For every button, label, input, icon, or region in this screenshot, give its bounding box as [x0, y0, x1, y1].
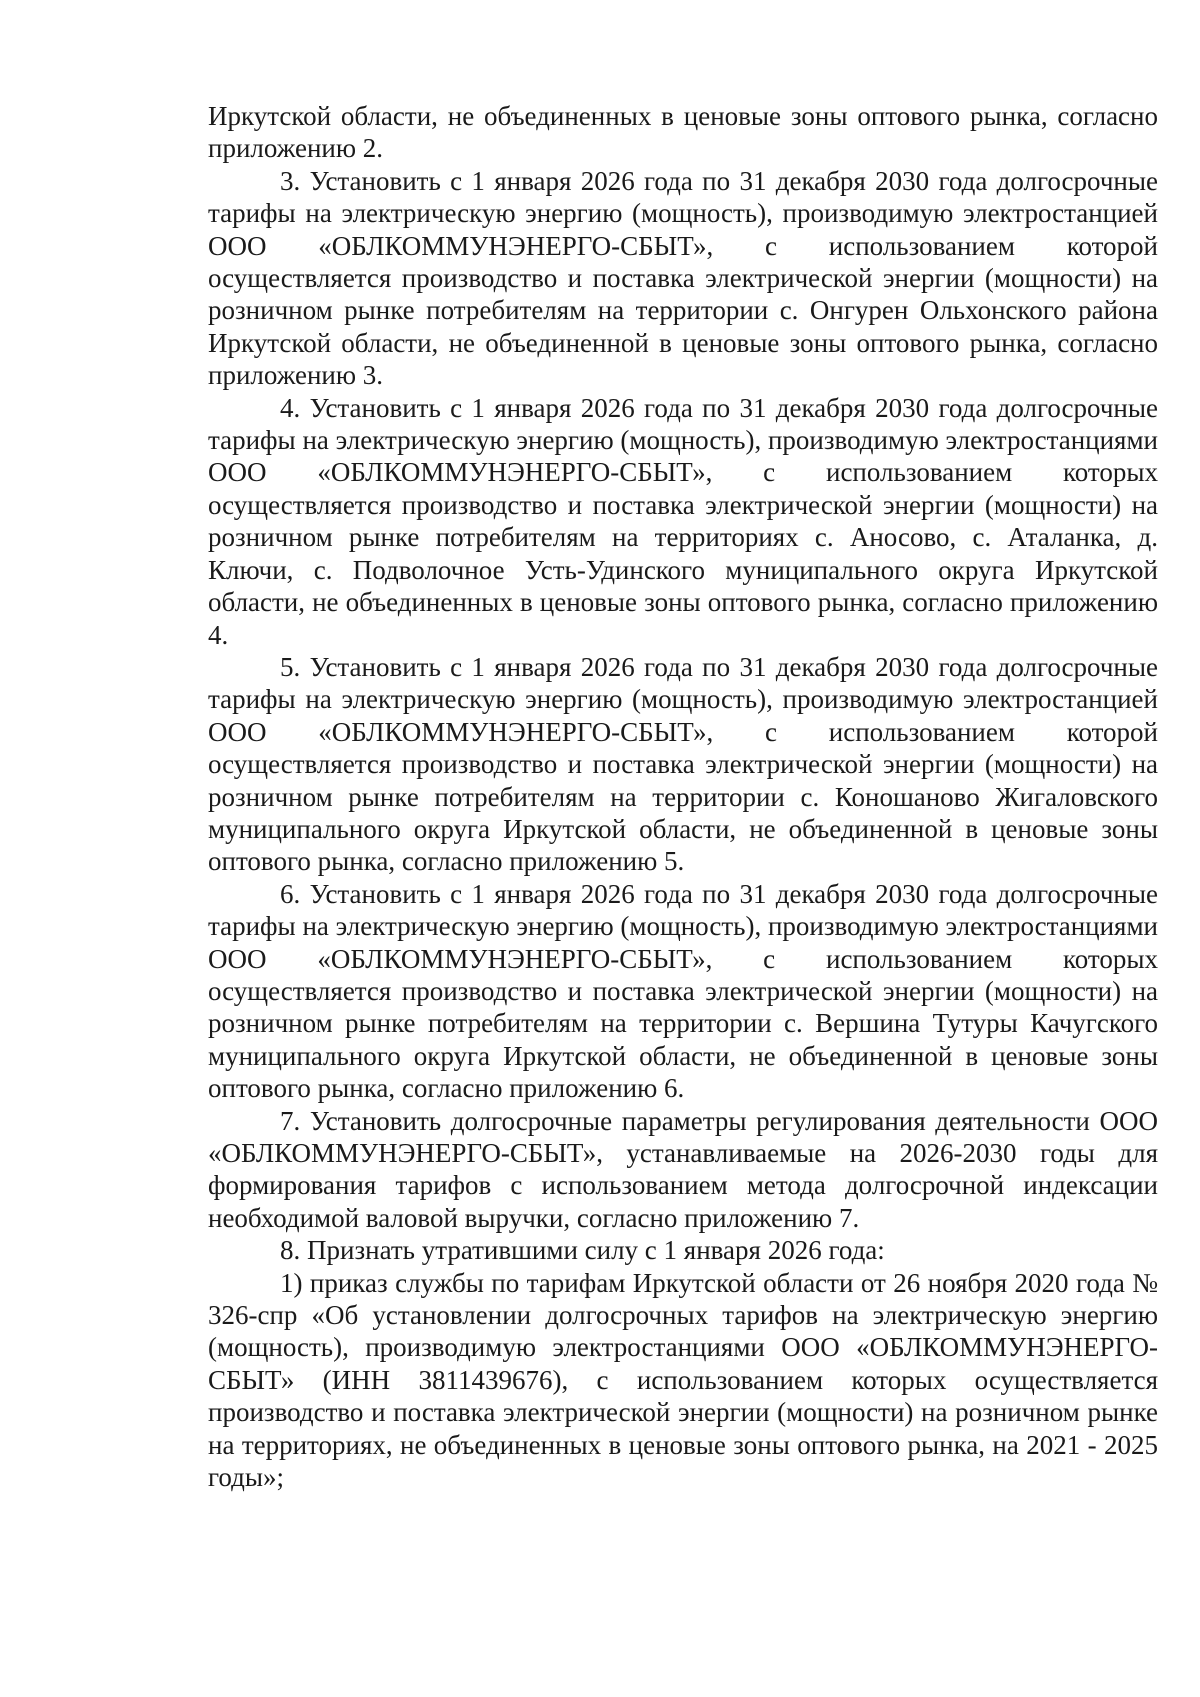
paragraph-subitem-1: 1) приказ службы по тарифам Иркутской области от 26 ноября 2020 года № 326-спр «Об установлении долгосрочных тарифов на электрическую энергию (мощность), производимую электростанциями ООО «ОБЛКОММУНЭНЕРГО-СБЫТ» (ИНН 3811439676), с использованием которых осуществляется производство и поставка электрической энергии (мощности) на розничном рынке на территориях, не объединенных в ценовые зоны оптового рынка, на 2021 - 2025 годы»;: [208, 1267, 1158, 1493]
document-page: [208, 100, 1158, 1493]
paragraph-item-3: 3. Установить с 1 января 2026 года по 31 декабря 2030 года долгосрочные тарифы на электрическую энергию (мощность), производимую электростанцией ООО «ОБЛКОММУНЭНЕРГО-СБЫТ», с использованием которой осуществляется производство и поставка электрической энергии (мощности) на розничном рынке потребителям на территории с. Онгурен Ольхонского района Иркутской области, не объединенной в ценовые зоны оптового рынка, согласно приложению 3.: [208, 165, 1158, 391]
paragraph-item-4: 4. Установить с 1 января 2026 года по 31 декабря 2030 года долгосрочные тарифы на электрическую энергию (мощность), производимую электростанциями ООО «ОБЛКОММУНЭНЕРГО-СБЫТ», с использованием которых осуществляется производство и поставка электрической энергии (мощности) на розничном рынке потребителям на территориях с. Аносово, с. Аталанка, д. Ключи, с. Подволочное Усть-Удинского муниципального округа Иркутской области, не объединенных в ценовые зоны оптового рынка, согласно приложению 4.: [208, 392, 1159, 650]
paragraph-continuation: Иркутской области, не объединенных в ценовые зоны оптового рынка, согласно приложению 2.: [208, 101, 1158, 164]
paragraph-item-6: 6. Установить с 1 января 2026 года по 31 декабря 2030 года долгосрочные тарифы на электрическую энергию (мощность), производимую электростанциями ООО «ОБЛКОММУНЭНЕРГО-СБЫТ», с использованием которых осуществляется производство и поставка электрической энергии (мощности) на розничном рынке потребителям на территории с. Вершина Тутуры Качугского муниципального округа Иркутской области, не объединенной в ценовые зоны оптового рынка, согласно приложению 6.: [208, 878, 1159, 1104]
paragraph-item-7: 7. Установить долгосрочные параметры регулирования деятельности ООО «ОБЛКОММУНЭНЕРГО-СБЫТ», устанавливаемые на 2026-2030 годы для формирования тарифов с использованием метода долгосрочной индексации необходимой валовой выручки, согласно приложению 7.: [208, 1105, 1158, 1233]
paragraph-item-5: 5. Установить с 1 января 2026 года по 31 декабря 2030 года долгосрочные тарифы на электрическую энергию (мощность), производимую электростанцией ООО «ОБЛКОММУНЭНЕРГО-СБЫТ», с использованием которой осуществляется производство и поставка электрической энергии (мощности) на розничном рынке потребителям на территории с. Коношаново Жигаловского муниципального округа Иркутской области, не объединенной в ценовые зоны оптового рынка, согласно приложению 5.: [208, 651, 1158, 877]
paragraph-item-8: 8. Признать утратившими силу с 1 января 2026 года:: [280, 1235, 885, 1266]
